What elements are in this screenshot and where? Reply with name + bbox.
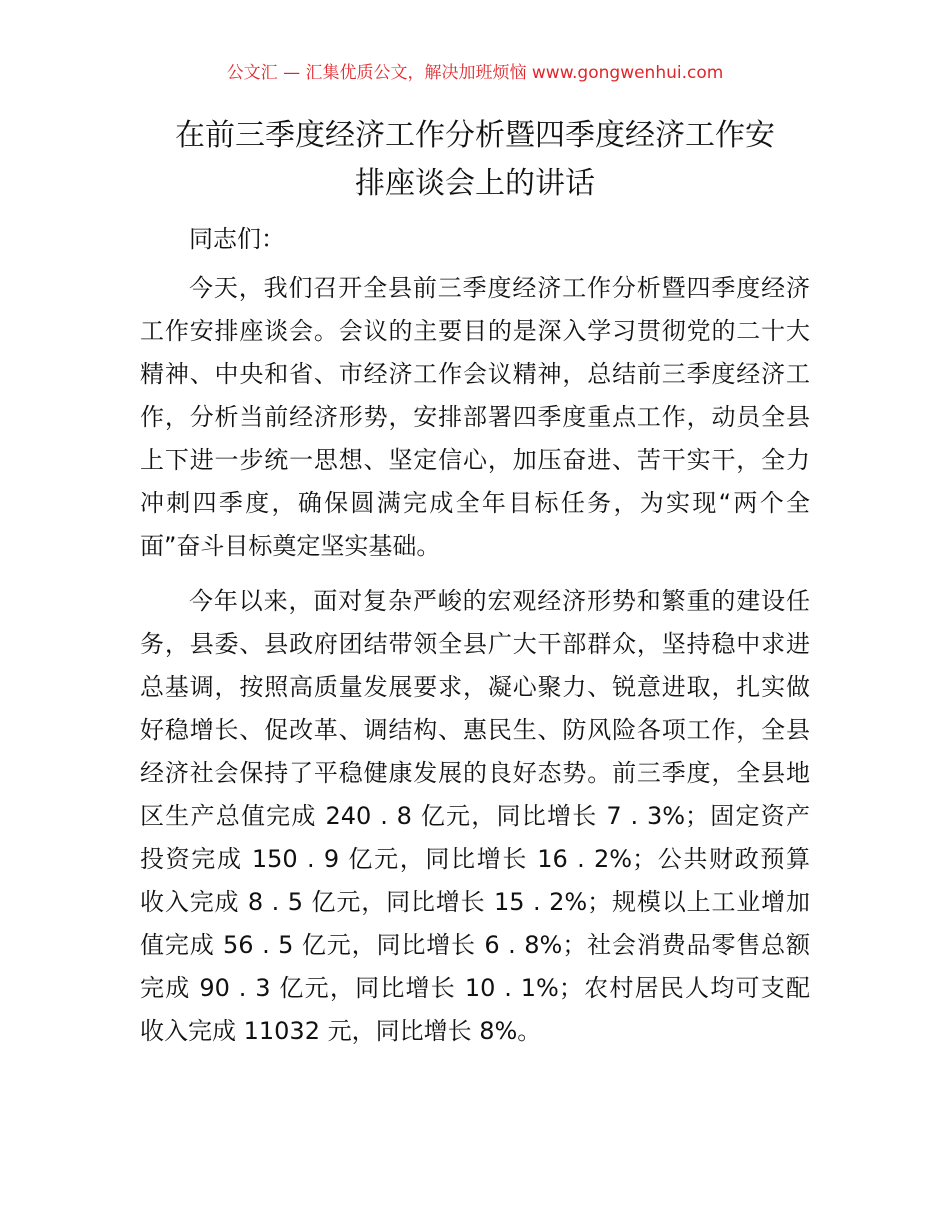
paragraph-line: 收入完成 11032 元，同比增长 8%。 <box>140 1017 542 1045</box>
paragraph-line: 今年以来，面对复杂严峻的宏观经济形势和繁重的建设任 <box>189 587 810 615</box>
paragraph-1 <box>140 267 810 568</box>
paragraph-line: 值完成 56 . 5 亿元，同比增长 6 . 8%；社会消费品零售总额 <box>140 931 810 959</box>
paragraph-line: 收入完成 8 . 5 亿元，同比增长 15 . 2%；规模以上工业增加 <box>140 888 810 916</box>
title-line: 在前三季度经济工作分析暨四季度经济工作安 <box>175 118 775 153</box>
salutation-text: 同志们： <box>189 225 285 253</box>
title-line: 排座谈会上的讲话 <box>355 166 595 201</box>
paragraph-line: 好稳增长、促改革、调结构、惠民生、防风险各项工作，全县 <box>140 716 810 744</box>
watermark-banner: 公文汇 — 汇集优质公文，解决加班烦恼 www.gongwenhui.com <box>226 63 724 83</box>
paragraph-line: 今天，我们召开全县前三季度经济工作分析暨四季度经济 <box>189 274 810 302</box>
paragraph-line: 精神、中央和省、市经济工作会议精神，总结前三季度经济工 <box>140 360 810 388</box>
salutation <box>140 218 810 261</box>
paragraph-line: 务，县委、县政府团结带领全县广大干部群众，坚持稳中求进 <box>140 630 810 658</box>
paragraph-line: 面”奋斗目标奠定坚实基础。 <box>140 532 441 560</box>
paragraph-line: 投资完成 150 . 9 亿元，同比增长 16 . 2%；公共财政预算 <box>140 845 810 873</box>
paragraph-line: 完成 90 . 3 亿元，同比增长 10 . 1%；农村居民人均可支配 <box>140 974 810 1002</box>
paragraph-line: 经济社会保持了平稳健康发展的良好态势。前三季度，全县地 <box>140 759 810 787</box>
paragraph-line: 工作安排座谈会。会议的主要目的是深入学习贯彻党的二十大 <box>140 317 810 345</box>
document-title <box>130 112 820 208</box>
paragraph-line: 上下进一步统一思想、坚定信心，加压奋进、苦干实干，全力 <box>140 446 810 474</box>
paragraph-line: 冲刺四季度，确保圆满完成全年目标任务，为实现“两个全 <box>140 489 810 517</box>
paragraph-line: 总基调，按照高质量发展要求，凝心聚力、锐意进取，扎实做 <box>140 673 810 701</box>
paragraph-line: 作，分析当前经济形势，安排部署四季度重点工作，动员全县 <box>140 403 810 431</box>
paragraph-line: 区生产总值完成 240 . 8 亿元，同比增长 7 . 3%；固定资产 <box>140 802 810 830</box>
paragraph-2 <box>140 580 810 1053</box>
